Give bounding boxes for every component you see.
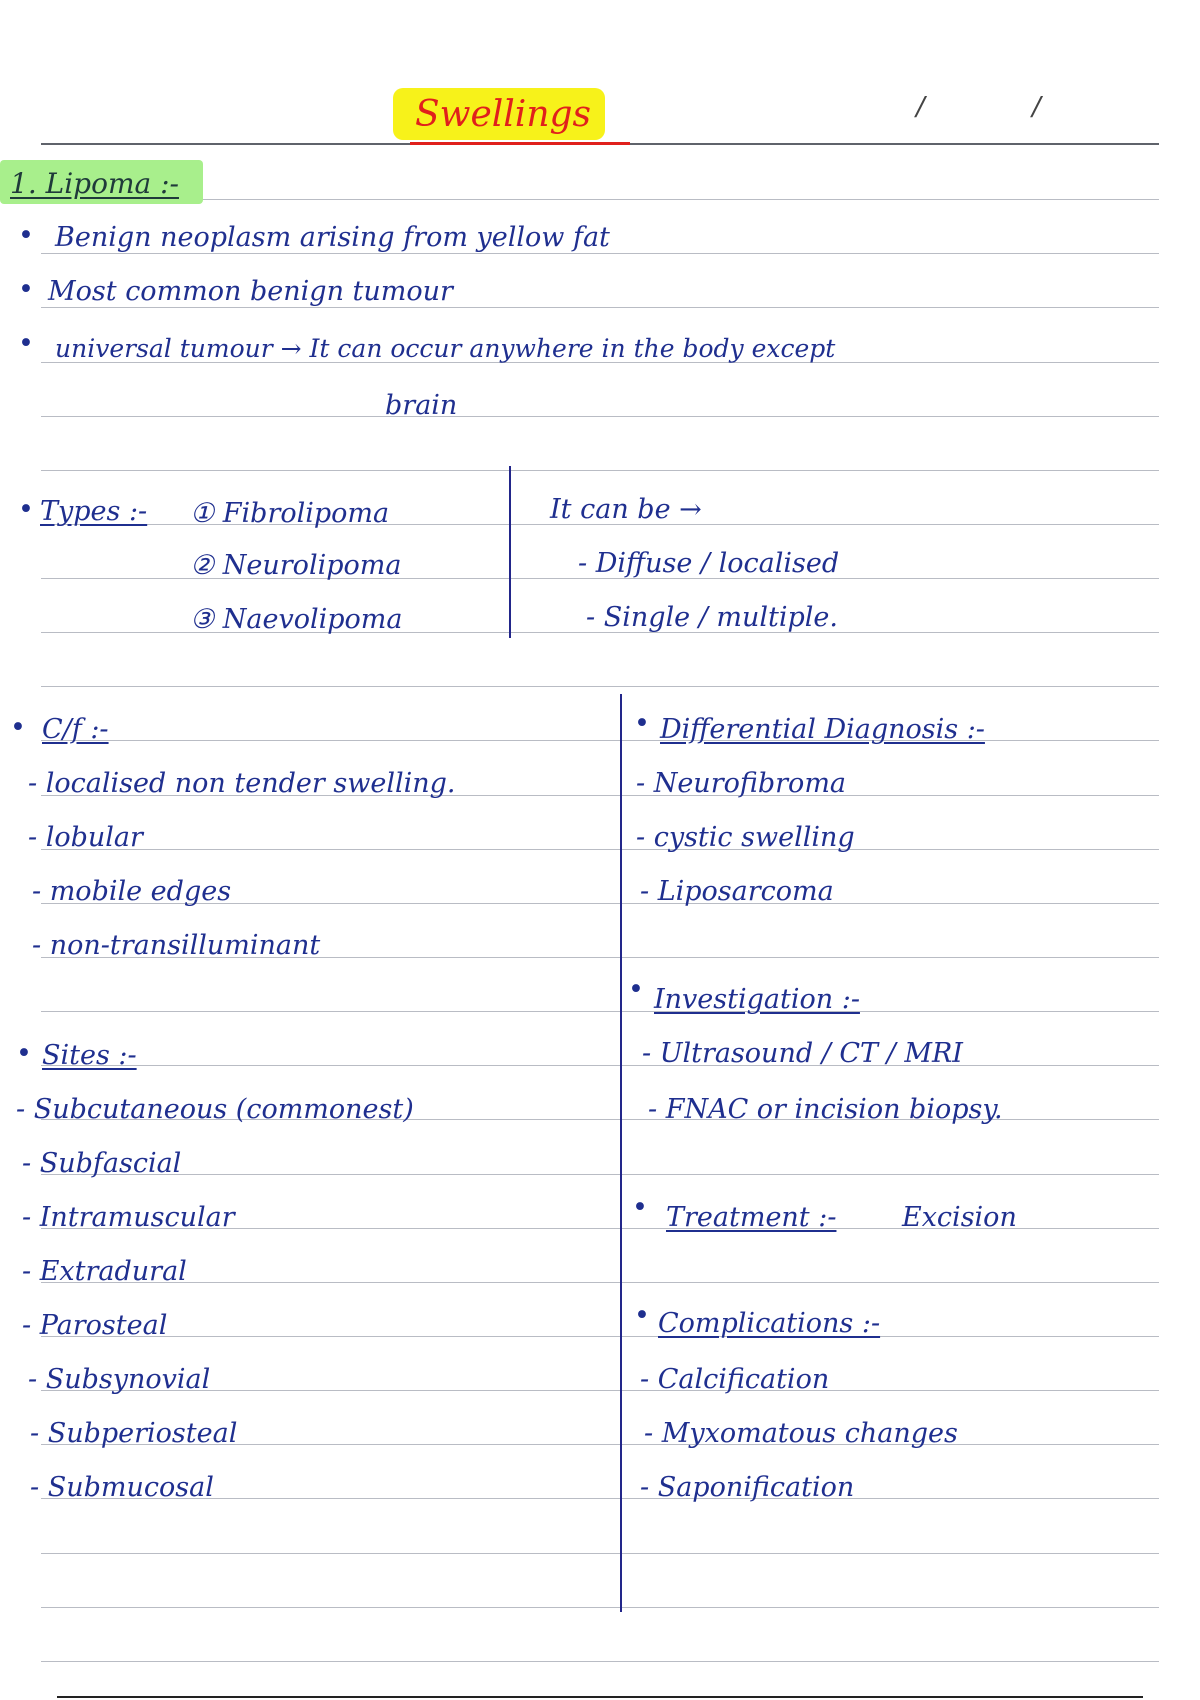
- investigation-label: Investigation :-: [654, 984, 860, 1015]
- site-item: - Parosteal: [22, 1310, 168, 1341]
- dd-item: - Neurofibroma: [636, 768, 847, 799]
- type-item: ① Fibrolipoma: [190, 498, 390, 529]
- can-be-item: - Diffuse / localised: [578, 548, 840, 579]
- bullet-point: •: [18, 220, 34, 251]
- ruled-line: [41, 1065, 1159, 1066]
- type-item: ③ Naevolipoma: [190, 604, 403, 635]
- site-item: - Subcutaneous (commonest): [16, 1094, 414, 1125]
- site-item: - Subsynovial: [28, 1364, 211, 1395]
- section-heading: 1. Lipoma :-: [10, 167, 179, 200]
- lipoma-point: Most common benign tumour: [48, 276, 453, 307]
- title-underline: [410, 142, 630, 145]
- cf-label: C/f :-: [42, 714, 109, 745]
- column-divider: [620, 694, 622, 1612]
- type-item: ② Neurolipoma: [190, 550, 402, 581]
- bullet-point: •: [632, 1192, 648, 1223]
- can-be-label: It can be →: [550, 494, 702, 525]
- bullet-point: •: [18, 328, 34, 359]
- bullet-point: •: [18, 274, 34, 305]
- ruled-line: [41, 1661, 1159, 1662]
- bullet-point: •: [10, 712, 26, 743]
- ruled-line: [41, 253, 1159, 254]
- site-item: - Subperiosteal: [30, 1418, 238, 1449]
- cf-item: - lobular: [28, 822, 143, 853]
- dd-item: - cystic swelling: [636, 822, 855, 853]
- ruled-line: [41, 740, 1159, 741]
- bullet-point: •: [628, 974, 644, 1005]
- ruled-line: [41, 307, 1159, 308]
- ruled-line: [41, 199, 1159, 200]
- cf-item: - mobile edges: [32, 876, 232, 907]
- site-item: - Subfascial: [22, 1148, 182, 1179]
- complications-label: Complications :-: [658, 1308, 881, 1339]
- complication-item: - Calcification: [640, 1364, 830, 1395]
- cf-item: - localised non tender swelling.: [28, 768, 456, 799]
- date-mark: /: [916, 92, 925, 122]
- site-item: - Extradural: [22, 1256, 187, 1287]
- ruled-line: [41, 1553, 1159, 1554]
- ruled-line: [41, 1282, 1159, 1283]
- lipoma-point: universal tumour → It can occur anywhere in the body except: [55, 334, 836, 363]
- investigation-item: - FNAC or incision biopsy.: [648, 1094, 1003, 1125]
- ruled-line: [41, 686, 1159, 687]
- treatment-label: Treatment :-: [666, 1202, 837, 1233]
- ruled-line: [41, 470, 1159, 471]
- bullet-point: •: [634, 1300, 650, 1331]
- ruled-line: [41, 1011, 1159, 1012]
- ruled-line: [41, 1336, 1159, 1337]
- page-bottom-line: [57, 1696, 1143, 1698]
- complication-item: - Saponification: [640, 1472, 855, 1503]
- investigation-item: - Ultrasound / CT / MRI: [642, 1038, 963, 1069]
- types-label: Types :-: [40, 496, 148, 527]
- site-item: - Submucosal: [30, 1472, 214, 1503]
- types-divider: [509, 466, 511, 638]
- ruled-line: [41, 849, 1159, 850]
- site-item: - Intramuscular: [22, 1202, 235, 1233]
- dd-item: - Liposarcoma: [640, 876, 834, 907]
- dd-label: Differential Diagnosis :-: [660, 714, 985, 745]
- sites-label: Sites :-: [42, 1040, 137, 1071]
- bullet-point: •: [18, 494, 34, 525]
- bullet-point: •: [16, 1038, 32, 1069]
- lipoma-point: Benign neoplasm arising from yellow fat: [55, 222, 610, 253]
- ruled-line: [41, 416, 1159, 417]
- cf-item: - non-transilluminant: [32, 930, 321, 961]
- can-be-item: - Single / multiple.: [586, 602, 838, 633]
- date-mark: /: [1032, 92, 1041, 122]
- complication-item: - Myxomatous changes: [644, 1418, 958, 1449]
- ruled-line: [41, 1174, 1159, 1175]
- ruled-line: [41, 1607, 1159, 1608]
- lipoma-point: brain: [385, 390, 458, 421]
- bullet-point: •: [634, 708, 650, 739]
- treatment-value: Excision: [902, 1202, 1017, 1233]
- page-title: Swellings: [415, 94, 592, 135]
